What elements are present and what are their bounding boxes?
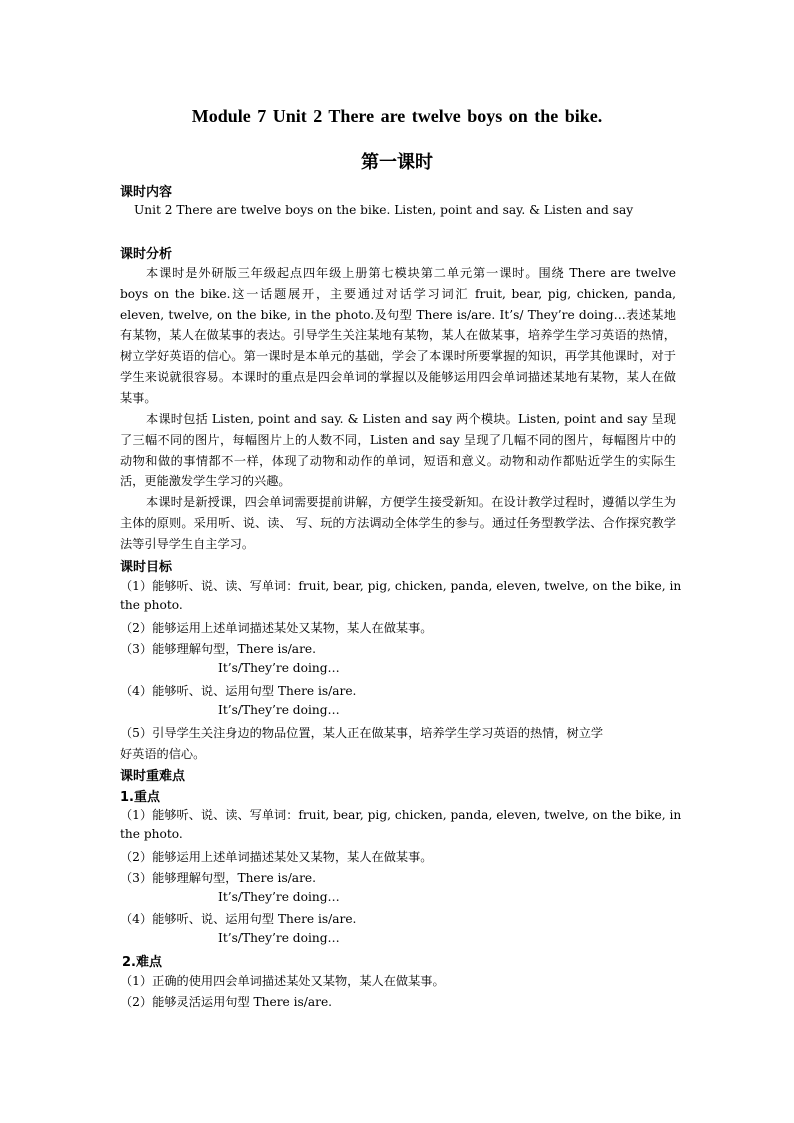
lesson-subtitle: 第一课时 — [361, 152, 433, 173]
goal-5-cont: 好英语的信心。 — [120, 747, 206, 761]
focus-4-cont: It’s/They’re doing… — [218, 931, 340, 945]
goal-4-cont: It’s/They’re doing… — [218, 703, 340, 717]
keypoints-heading: 课时重难点 — [120, 769, 186, 784]
focus-1-cont: the photo. — [120, 827, 183, 841]
analysis-paragraph-1: 本课时是外研版三年级起点四年级上册第七模块第二单元第一课时。围绕 There are twelve boys on the bike.这一话题展开，主要通过对话学习词汇 fruit, bear, pig, chicken, panda, eleven, twelve, on the bike, in the photo.及句型 There is/are. It’s/ They’re doing…表述某地有某物，某人在做某事的表达。引导学生关注某地有某物，某人在做某事，培养学生学习英语的热情，树立学好英语的信心。第一课时是本单元的基础，学会了本课时所要掌握的知识，再学其他课时，对于学生来说就很容易。本课时的重点是四会单词的掌握以及能够运用四会单词描述某地有某物，某人在做某事。 — [120, 266, 676, 405]
goal-1-cont: the photo. — [120, 598, 183, 612]
goal-3-cont: It’s/They’re doing… — [218, 661, 340, 675]
content-line: Unit 2 There are twelve boys on the bike. Listen, point and say. & Listen and say — [134, 203, 634, 217]
difficulty-heading: 2.难点 — [122, 955, 162, 970]
difficulty-1: （1）正确的使用四会单词描述某处又某物，某人在做某事。 — [120, 974, 445, 988]
goals-heading: 课时目标 — [120, 560, 173, 575]
analysis-paragraph-2: 本课时包括 Listen, point and say. & Listen and say 两个模块。Listen, point and say 呈现了三幅不同的图片，每幅图片上的人数不同，Listen and say 呈现了几幅不同的图片，每幅图片中的动物和做的事情都不一样，体现了动物和动作的单词，短语和意义。动物和动作都贴近学生的实际生活，更能激发学生学习的兴趣。 — [120, 412, 676, 489]
goal-3: （3）能够理解句型，There is/are. — [120, 642, 316, 656]
content-heading: 课时内容 — [120, 185, 173, 200]
focus-heading: 1.重点 — [120, 790, 160, 805]
analysis-heading: 课时分析 — [120, 247, 173, 262]
focus-2: （2）能够运用上述单词描述某处又某物，某人在做某事。 — [120, 850, 433, 864]
analysis-paragraph-3: 本课时是新授课，四会单词需要提前讲解，方便学生接受新知。在设计教学过程时，遵循以学生为主体的原则。采用听、说、读、 写、玩的方法调动全体学生的参与。通过任务型教学法、合作探究教学法等引导学生自主学习。 — [120, 495, 676, 551]
focus-3-cont: It’s/They’re doing… — [218, 890, 340, 904]
goal-1: （1）能够听、说、读、写单词：fruit, bear, pig, chicken, panda, eleven, twelve, on the bike, in — [120, 579, 682, 593]
goal-2: （2）能够运用上述单词描述某处又某物，某人在做某事。 — [120, 621, 433, 635]
goal-5: （5）引导学生关注身边的物品位置，某人正在做某事，培养学生学习英语的热情，树立学 — [120, 726, 604, 740]
focus-3: （3）能够理解句型，There is/are. — [120, 871, 316, 885]
page-title: Module 7 Unit 2 There are twelve boys on the bike. — [191, 106, 603, 126]
focus-4: （4）能够听、说、运用句型 There is/are. — [120, 912, 357, 926]
goal-4: （4）能够听、说、运用句型 There is/are. — [120, 684, 357, 698]
focus-1: （1）能够听、说、读、写单词：fruit, bear, pig, chicken, panda, eleven, twelve, on the bike, in — [120, 808, 682, 822]
difficulty-2: （2）能够灵活运用句型 There is/are. — [120, 995, 333, 1009]
